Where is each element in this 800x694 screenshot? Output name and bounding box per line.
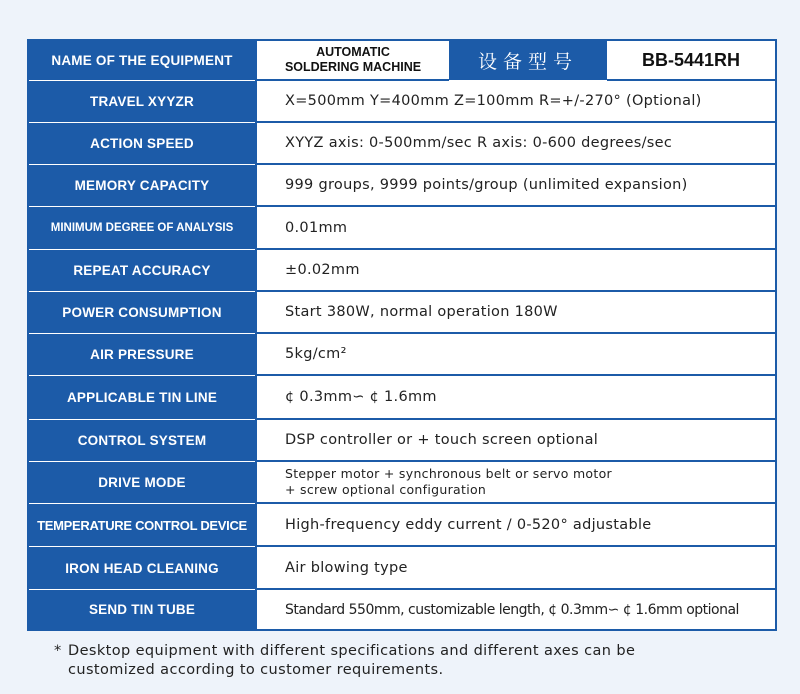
spec-row-control-system xyxy=(29,420,775,462)
spec-value: Standard 550mm, customizable length, ¢ 0.3mm∽ ¢ 1.6mm optional xyxy=(257,590,775,629)
spec-row-repeat-accuracy xyxy=(29,250,775,292)
footnote-mark: * xyxy=(54,643,62,659)
spec-value: 5kg/cm² xyxy=(257,334,775,376)
spec-value-line1: Stepper motor + synchronous belt or servo motor xyxy=(285,466,612,481)
spec-row-power-consumption xyxy=(29,292,775,334)
spec-label: ACTION SPEED xyxy=(29,123,255,165)
spec-row-min-analysis xyxy=(29,207,775,250)
spec-value: Start 380W, normal operation 180W xyxy=(257,292,775,334)
spec-row-memory-capacity xyxy=(29,165,775,207)
spec-row-air-pressure xyxy=(29,334,775,376)
spec-label: AIR PRESSURE xyxy=(29,334,255,376)
spec-label: APPLICABLE TIN LINE xyxy=(29,376,255,420)
model-value: BB-5441RH xyxy=(607,41,775,81)
equipment-name-line2: SOLDERING MACHINE xyxy=(284,60,422,74)
spec-value: Air blowing type xyxy=(257,547,775,590)
spec-row-tin-line xyxy=(29,376,775,420)
spec-label: SEND TIN TUBE xyxy=(29,590,255,629)
spec-label: REPEAT ACCURACY xyxy=(29,250,255,292)
footnote xyxy=(54,642,654,680)
spec-value: 999 groups, 9999 points/group (unlimited expansion) xyxy=(257,165,775,207)
model-label-zh: 设备型号 xyxy=(449,41,607,81)
spec-value xyxy=(257,462,775,504)
spec-row-iron-head-cleaning xyxy=(29,547,775,590)
spec-label: CONTROL SYSTEM xyxy=(29,420,255,462)
spec-row-send-tin-tube xyxy=(29,590,775,629)
spec-value-line2: + screw optional configuration xyxy=(285,482,487,497)
spec-row-action-speed xyxy=(29,123,775,165)
header-row xyxy=(29,41,775,81)
spec-label: DRIVE MODE xyxy=(29,462,255,504)
equipment-name-value xyxy=(257,41,449,81)
equipment-name-line1: AUTOMATIC xyxy=(316,45,390,59)
spec-row-travel xyxy=(29,81,775,123)
spec-value: DSP controller or + touch screen optional xyxy=(257,420,775,462)
spec-row-drive-mode xyxy=(29,462,775,504)
spec-value: ¢ 0.3mm∽ ¢ 1.6mm xyxy=(257,376,775,420)
spec-label: TRAVEL XYYZR xyxy=(29,81,255,123)
equipment-name-label: NAME OF THE EQUIPMENT xyxy=(29,41,255,81)
spec-label: POWER CONSUMPTION xyxy=(29,292,255,334)
spec-value: High-frequency eddy current / 0-520° adjustable xyxy=(257,504,775,547)
spec-value: X=500mm Y=400mm Z=100mm R=+/-270° (Optional) xyxy=(257,81,775,123)
spec-label: MINIMUM DEGREE OF ANALYSIS xyxy=(29,207,255,250)
spec-row-temperature-control xyxy=(29,504,775,547)
spec-value: ±0.02mm xyxy=(257,250,775,292)
spec-label: TEMPERATURE CONTROL DEVICE xyxy=(29,504,255,547)
spec-table xyxy=(27,39,777,631)
spec-label: MEMORY CAPACITY xyxy=(29,165,255,207)
spec-value: 0.01mm xyxy=(257,207,775,250)
spec-label: IRON HEAD CLEANING xyxy=(29,547,255,590)
spec-value: XYYZ axis: 0-500mm/sec R axis: 0-600 degrees/sec xyxy=(257,123,775,165)
footnote-text: Desktop equipment with different specifications and different axes can be customized according to customer requirements. xyxy=(68,643,636,678)
